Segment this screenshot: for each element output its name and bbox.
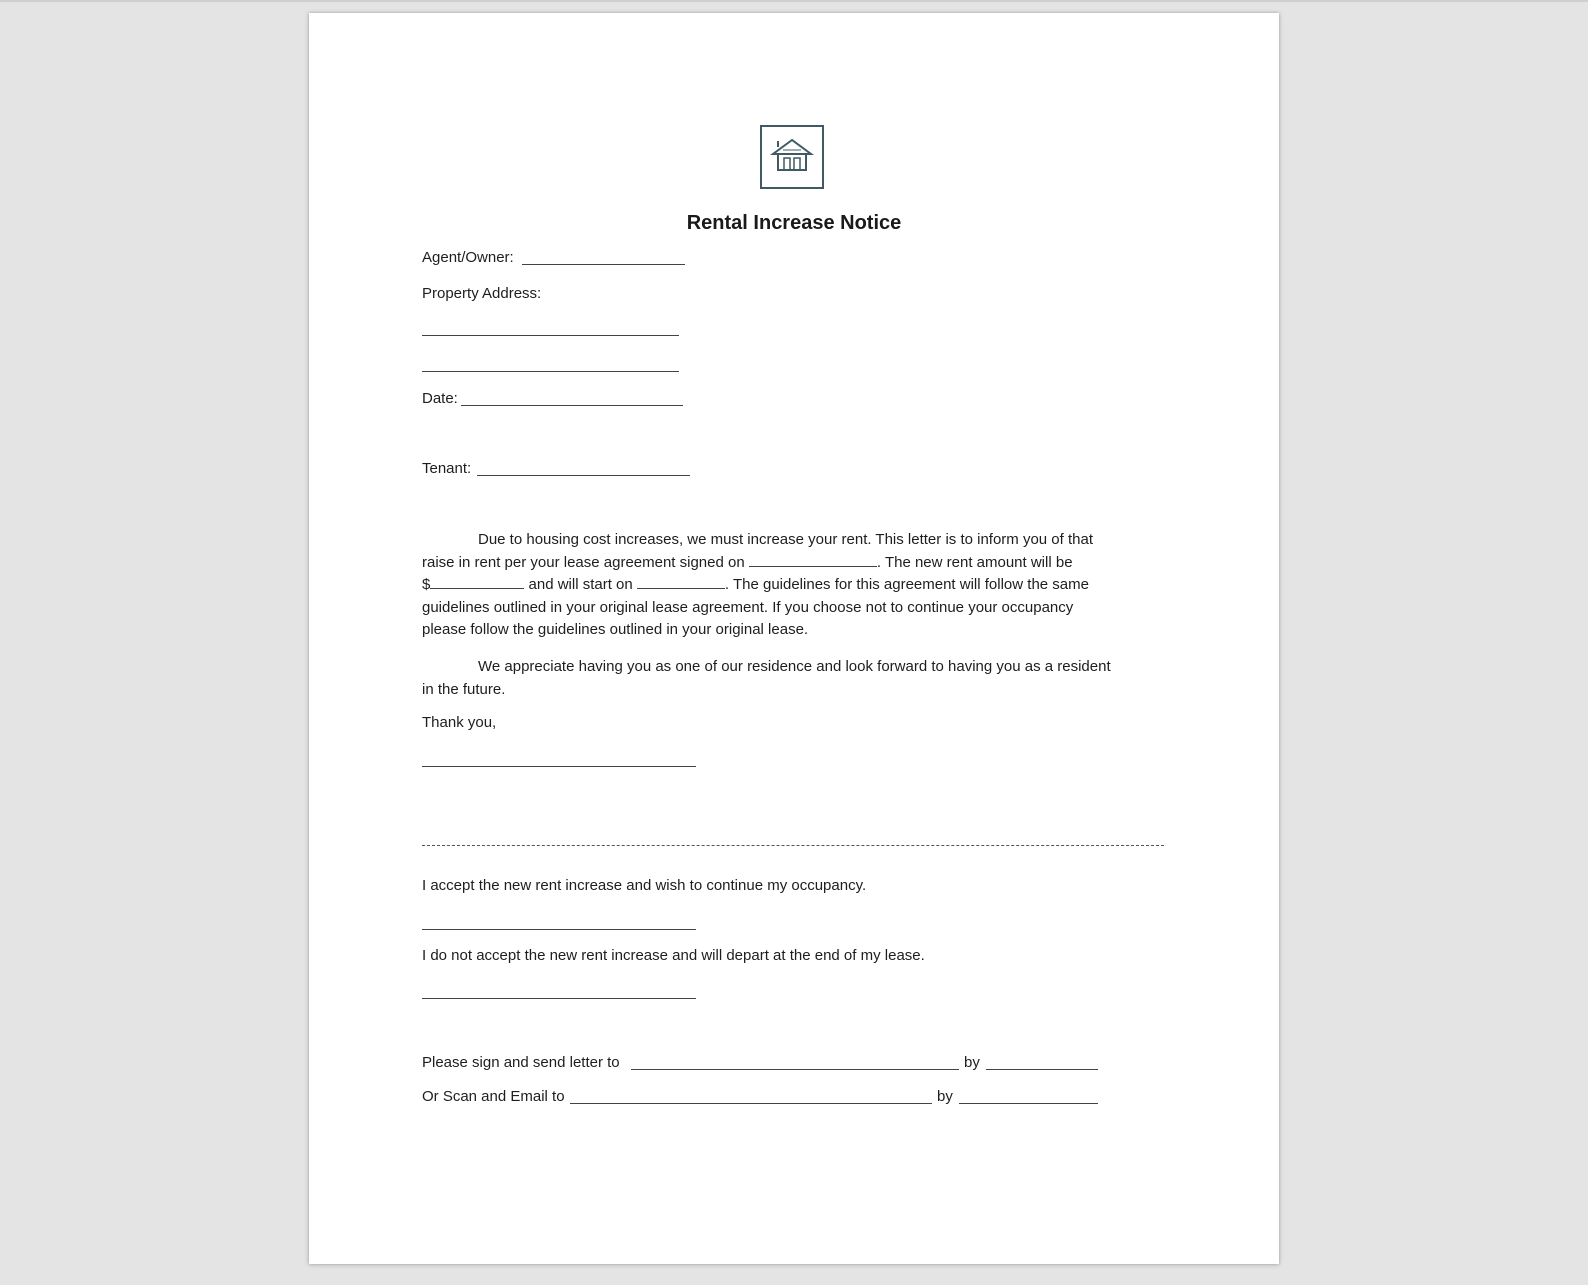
accept-signature-line[interactable] <box>422 929 696 930</box>
start-date-field[interactable] <box>637 574 725 589</box>
email-instruction: Or Scan and Email to <box>422 1088 565 1105</box>
email-to-field[interactable] <box>570 1103 932 1104</box>
send-instruction: Please sign and send letter to <box>422 1054 620 1071</box>
body-text: . The new rent amount will be <box>876 553 1073 571</box>
body-text: in the future. <box>422 680 506 698</box>
lease-signed-date-field[interactable] <box>749 552 877 567</box>
send-by-label: by <box>964 1054 980 1071</box>
body-text: raise in rent per your lease agreement signed on <box>422 553 745 571</box>
agent-owner-field[interactable] <box>522 264 685 265</box>
house-icon <box>769 135 815 180</box>
window-top-edge <box>0 0 1588 2</box>
body-text: guidelines outlined in your original lease agreement. If you choose not to continue your occupancy <box>422 598 1074 616</box>
closing-text: Thank you, <box>422 714 497 731</box>
body-text: Due to housing cost increases, we must increase your rent. This letter is to inform you of that <box>478 531 1094 548</box>
tear-off-divider <box>422 845 1164 846</box>
email-by-date-field[interactable] <box>959 1103 1098 1104</box>
body-text: We appreciate having you as one of our residence and look forward to having you as a resident <box>478 658 1111 675</box>
tenant-label: Tenant: <box>422 460 472 477</box>
tenant-field[interactable] <box>477 475 690 476</box>
decline-signature-line[interactable] <box>422 998 696 999</box>
document-title: Rental Increase Notice <box>686 212 902 234</box>
new-rent-amount-field[interactable] <box>430 574 524 589</box>
body-text: . The guidelines for this agreement will follow the same <box>724 576 1089 593</box>
signature-line[interactable] <box>422 766 696 767</box>
agent-owner-label: Agent/Owner: <box>422 249 514 266</box>
email-by-label: by <box>937 1088 953 1105</box>
body-paragraph-2 <box>422 656 1162 701</box>
logo <box>760 125 824 189</box>
decline-text: I do not accept the new rent increase and will depart at the end of my lease. <box>422 947 925 964</box>
send-by-date-field[interactable] <box>986 1069 1098 1070</box>
date-field[interactable] <box>461 405 683 406</box>
property-address-line-1[interactable] <box>422 335 679 336</box>
accept-text: I accept the new rent increase and wish to continue my occupancy. <box>422 877 867 894</box>
property-address-line-2[interactable] <box>422 371 679 372</box>
body-text: $ <box>422 576 431 593</box>
send-to-field[interactable] <box>631 1069 959 1070</box>
body-paragraph-1 <box>422 529 1162 642</box>
date-label: Date: <box>422 390 458 407</box>
body-text: please follow the guidelines outlined in your original lease. <box>422 621 809 638</box>
property-address-label: Property Address: <box>422 285 542 302</box>
document-page <box>309 13 1279 1264</box>
body-text: and will start on <box>528 576 633 593</box>
